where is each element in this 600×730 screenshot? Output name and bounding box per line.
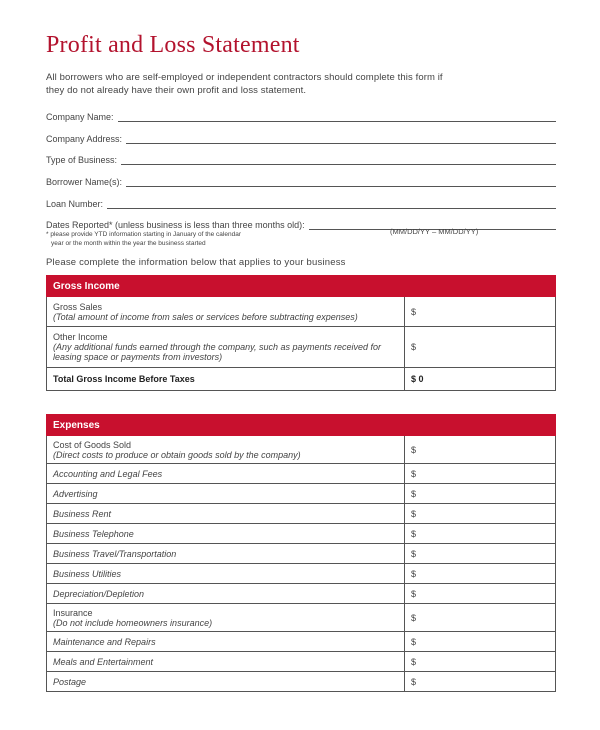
- type-of-business-line[interactable]: [121, 154, 556, 165]
- expense-label: Advertising: [47, 484, 405, 504]
- other-income-desc: (Any additional funds earned through the company, such as payments received for leasing space or payments from investors): [53, 342, 382, 362]
- borrower-names-label: Borrower Name(s):: [46, 177, 123, 187]
- gross-income-table: [46, 275, 556, 391]
- table-row: [47, 672, 556, 692]
- expense-amount[interactable]: $: [405, 524, 556, 544]
- dates-footnote-line2: year or the month within the year the business started: [51, 240, 206, 247]
- cost-of-goods-cell: [47, 436, 405, 464]
- table-row: [47, 604, 556, 632]
- expenses-header-amount: [405, 415, 556, 436]
- expense-label: Depreciation/Depletion: [47, 584, 405, 604]
- expense-label: Business Telephone: [47, 524, 405, 544]
- table-row: [47, 464, 556, 484]
- insurance-desc: (Do not include homeowners insurance): [53, 617, 213, 628]
- expense-label: Meals and Entertainment: [47, 652, 405, 672]
- gross-sales-label: Gross Sales: [53, 301, 103, 312]
- expense-label: Accounting and Legal Fees: [47, 464, 405, 484]
- cost-of-goods-amount[interactable]: $: [405, 436, 556, 464]
- intro-text: All borrowers who are self-employed or independent contractors should complete this form if they do not already have their own profit and loss statement.: [46, 72, 443, 96]
- gross-income-header: Gross Income: [47, 276, 405, 297]
- expense-amount[interactable]: $: [405, 632, 556, 652]
- company-name-label: Company Name:: [46, 112, 114, 122]
- type-of-business-label: Type of Business:: [46, 155, 118, 165]
- date-format-hint: (MM/DD/YY – MM/DD/YY): [390, 227, 479, 236]
- cost-of-goods-label: Cost of Goods Sold: [53, 439, 132, 450]
- table-row: [47, 327, 556, 368]
- dates-footnote-line1: * please provide YTD information starting in January of the calendar: [46, 231, 241, 238]
- expense-amount[interactable]: $: [405, 584, 556, 604]
- company-address-field[interactable]: [46, 130, 556, 144]
- dates-reported-label: Dates Reported* (unless business is less than three months old):: [46, 220, 305, 230]
- loan-number-field[interactable]: [46, 195, 556, 209]
- gross-sales-desc: (Total amount of income from sales or services before subtracting expenses): [53, 311, 358, 322]
- expenses-table: [46, 414, 556, 692]
- instructions-text: Please complete the information below that applies to your business: [46, 257, 346, 268]
- company-name-line[interactable]: [118, 111, 556, 122]
- insurance-amount[interactable]: $: [405, 604, 556, 632]
- expense-label: Business Utilities: [47, 564, 405, 584]
- gross-sales-cell: [47, 297, 405, 327]
- insurance-cell: [47, 604, 405, 632]
- expense-amount[interactable]: $: [405, 484, 556, 504]
- table-row: [47, 297, 556, 327]
- company-address-line[interactable]: [126, 133, 556, 144]
- loan-number-line[interactable]: [107, 198, 556, 209]
- insurance-label: Insurance: [53, 607, 93, 618]
- table-row: [47, 368, 556, 391]
- expense-label: Business Travel/Transportation: [47, 544, 405, 564]
- borrower-names-line[interactable]: [126, 176, 556, 187]
- table-row: [47, 484, 556, 504]
- gross-income-header-amount: [405, 276, 556, 297]
- expense-label: Postage: [47, 672, 405, 692]
- cost-of-goods-desc: (Direct costs to produce or obtain goods sold by the company): [53, 449, 301, 460]
- table-row: [47, 544, 556, 564]
- company-name-field[interactable]: [46, 108, 556, 122]
- total-gross-income-amount: $ 0: [405, 368, 556, 391]
- expense-amount[interactable]: $: [405, 544, 556, 564]
- other-income-cell: [47, 327, 405, 368]
- expense-amount[interactable]: $: [405, 564, 556, 584]
- gross-sales-amount[interactable]: $: [405, 297, 556, 327]
- dates-reported-field[interactable]: [46, 216, 556, 230]
- expense-label: Business Rent: [47, 504, 405, 524]
- expense-amount[interactable]: $: [405, 504, 556, 524]
- table-row: [47, 436, 556, 464]
- expenses-header-row: [47, 415, 556, 436]
- expenses-header: Expenses: [47, 415, 405, 436]
- gross-income-header-row: [47, 276, 556, 297]
- type-of-business-field[interactable]: [46, 151, 556, 165]
- dates-footnote: [46, 230, 241, 248]
- other-income-label: Other Income: [53, 332, 108, 342]
- expense-label: Maintenance and Repairs: [47, 632, 405, 652]
- expense-amount[interactable]: $: [405, 464, 556, 484]
- loan-number-label: Loan Number:: [46, 199, 104, 209]
- other-income-amount[interactable]: $: [405, 327, 556, 368]
- total-gross-income-label: Total Gross Income Before Taxes: [47, 368, 405, 391]
- company-address-label: Company Address:: [46, 134, 123, 144]
- table-row: [47, 584, 556, 604]
- table-row: [47, 652, 556, 672]
- borrower-names-field[interactable]: [46, 173, 556, 187]
- page-title: Profit and Loss Statement: [46, 32, 300, 58]
- expense-amount[interactable]: $: [405, 652, 556, 672]
- table-row: [47, 524, 556, 544]
- table-row: [47, 564, 556, 584]
- expense-amount[interactable]: $: [405, 672, 556, 692]
- table-row: [47, 632, 556, 652]
- table-row: [47, 504, 556, 524]
